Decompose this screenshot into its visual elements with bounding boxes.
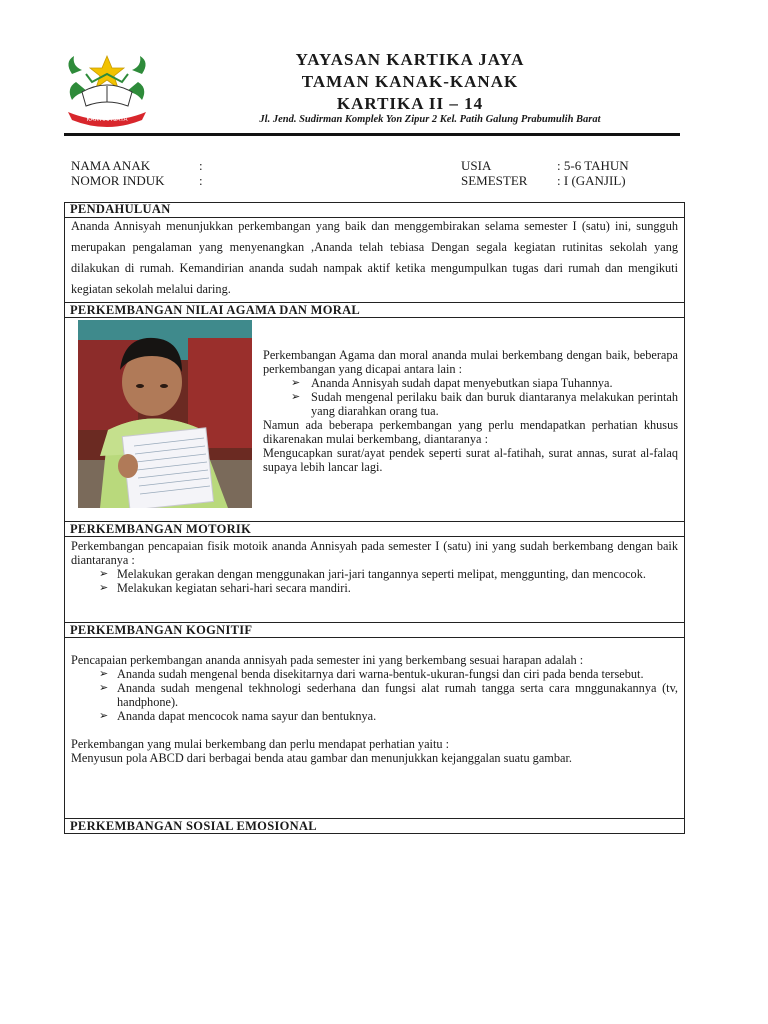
- student-identity-left: [71, 158, 203, 188]
- bullet-arrow-icon: ➢: [291, 391, 301, 403]
- bullet-arrow-icon: ➢: [99, 668, 109, 680]
- kognitif-bullet: ➢ Ananda sudah mengenal tekhnologi sederhana dan fungsi alat rumah tangga serta cara mnggunakannya (tv, handphone).: [99, 681, 678, 709]
- header-divider: [64, 133, 680, 136]
- usia-value: : 5-6 TAHUN: [557, 158, 629, 173]
- kognitif-intro: Pencapaian perkembangan ananda annisyah pada semester ini yang berkembang sesuai harapan adalah :: [71, 653, 584, 667]
- bullet-arrow-icon: ➢: [99, 682, 109, 694]
- bullet-arrow-icon: ➢: [99, 568, 109, 580]
- foundation-name: YAYASAN KARTIKA JAYA: [295, 50, 525, 69]
- agama-intro: Perkembangan Agama dan moral ananda mulai berkembang dengan baik, beberapa perkembangan yang dicapai antara lain :: [263, 348, 678, 376]
- bullet-arrow-icon: ➢: [99, 582, 109, 594]
- motorik-bullet: ➢ Melakukan gerakan dengan menggunakan jari-jari tangannya seperti melipat, menggunting, dan mencocok.: [99, 567, 646, 581]
- motorik-intro: Perkembangan pencapaian fisik motoik ananda Annisyah pada semester I (satu) ini yang sudah berkembang dengan baik diantaranya :: [71, 539, 678, 567]
- agama-note: Namun ada beberapa perkembangan yang perlu mendapatkan perhatian khusus dikarenakan mulai berkembang, diantaranya :: [263, 418, 678, 446]
- student-photo: [78, 320, 252, 508]
- school-name: KARTIKA II – 14: [336, 94, 484, 113]
- nama-anak-separator: :: [199, 158, 203, 173]
- agama-bullet: ➢ Sudah mengenal perilaku baik dan buruk diantaranya melakukan perintah yang diarahkan orang tua.: [291, 390, 678, 418]
- student-identity-right: [461, 158, 629, 188]
- section-pendahuluan-title: PENDAHULUAN: [64, 202, 685, 218]
- agama-content: [263, 348, 678, 474]
- section-agama-title: PERKEMBANGAN NILAI AGAMA DAN MORAL: [64, 302, 685, 318]
- kognitif-bullet: ➢ Ananda dapat mencocok nama sayur dan bentuknya.: [99, 709, 377, 723]
- kognitif-note-detail: Menyusun pola ABCD dari berbagai benda atau gambar dan menunjukkan kejanggalan suatu gambar.: [71, 751, 572, 765]
- usia-label: USIA: [461, 158, 492, 173]
- agama-note-detail: Mengucapkan surat/ayat pendek seperti surat al-fatihah, surat annas, surat al-falaq supaya lebih lancar lagi.: [263, 446, 678, 474]
- section-kognitif-title: PERKEMBANGAN KOGNITIF: [64, 622, 685, 638]
- kognitif-note: Perkembangan yang mulai berkembang dan perlu mendapat perhatian yaitu :: [71, 737, 449, 751]
- school-address: Jl. Jend. Sudirman Komplek Yon Zipur 2 Kel. Patih Galung Prabumulih Barat: [259, 114, 601, 125]
- school-logo: [62, 52, 152, 128]
- section-sosial-title: PERKEMBANGAN SOSIAL EMOSIONAL: [64, 818, 685, 834]
- semester-label: SEMESTER: [461, 173, 528, 188]
- motorik-content: [71, 539, 678, 595]
- pendahuluan-text: Ananda Annisyah menunjukkan perkembangan yang baik dan menggembirakan selama semester I (satu) ini, sungguh merupakan pengalaman yang menyenangkan ,Ananda telah tebiasa Dengan segala kegiatan rutinitas sekolah yang dilakukan di rumah. Kemandirian ananda sudah nampak aktif ketika mengumpulkan tugas dari rumah dan mengikuti kegiatan sekolah melalui daring.: [71, 219, 678, 296]
- semester-value: : I (GANJIL): [557, 173, 626, 188]
- bullet-arrow-icon: ➢: [291, 377, 301, 389]
- motorik-bullet: ➢ Melakukan kegiatan sehari-hari secara mandiri.: [99, 581, 351, 595]
- section-motorik-title: PERKEMBANGAN MOTORIK: [64, 521, 685, 537]
- nomor-induk-label: NOMOR INDUK: [71, 173, 165, 188]
- kognitif-content: [71, 653, 678, 765]
- logo-ribbon-text: KARTIKA JAYA: [86, 117, 128, 123]
- kognitif-bullet: ➢ Ananda sudah mengenal benda disekitarnya dari warna-bentuk-ukuran-fungsi dan ciri pada benda tersebut.: [99, 667, 644, 681]
- nama-anak-label: NAMA ANAK: [71, 158, 151, 173]
- school-type: TAMAN KANAK-KANAK: [301, 72, 519, 91]
- bullet-arrow-icon: ➢: [99, 710, 109, 722]
- nomor-induk-separator: :: [199, 173, 203, 188]
- agama-bullet: ➢ Ananda Annisyah sudah dapat menyebutkan siapa Tuhannya.: [291, 376, 613, 390]
